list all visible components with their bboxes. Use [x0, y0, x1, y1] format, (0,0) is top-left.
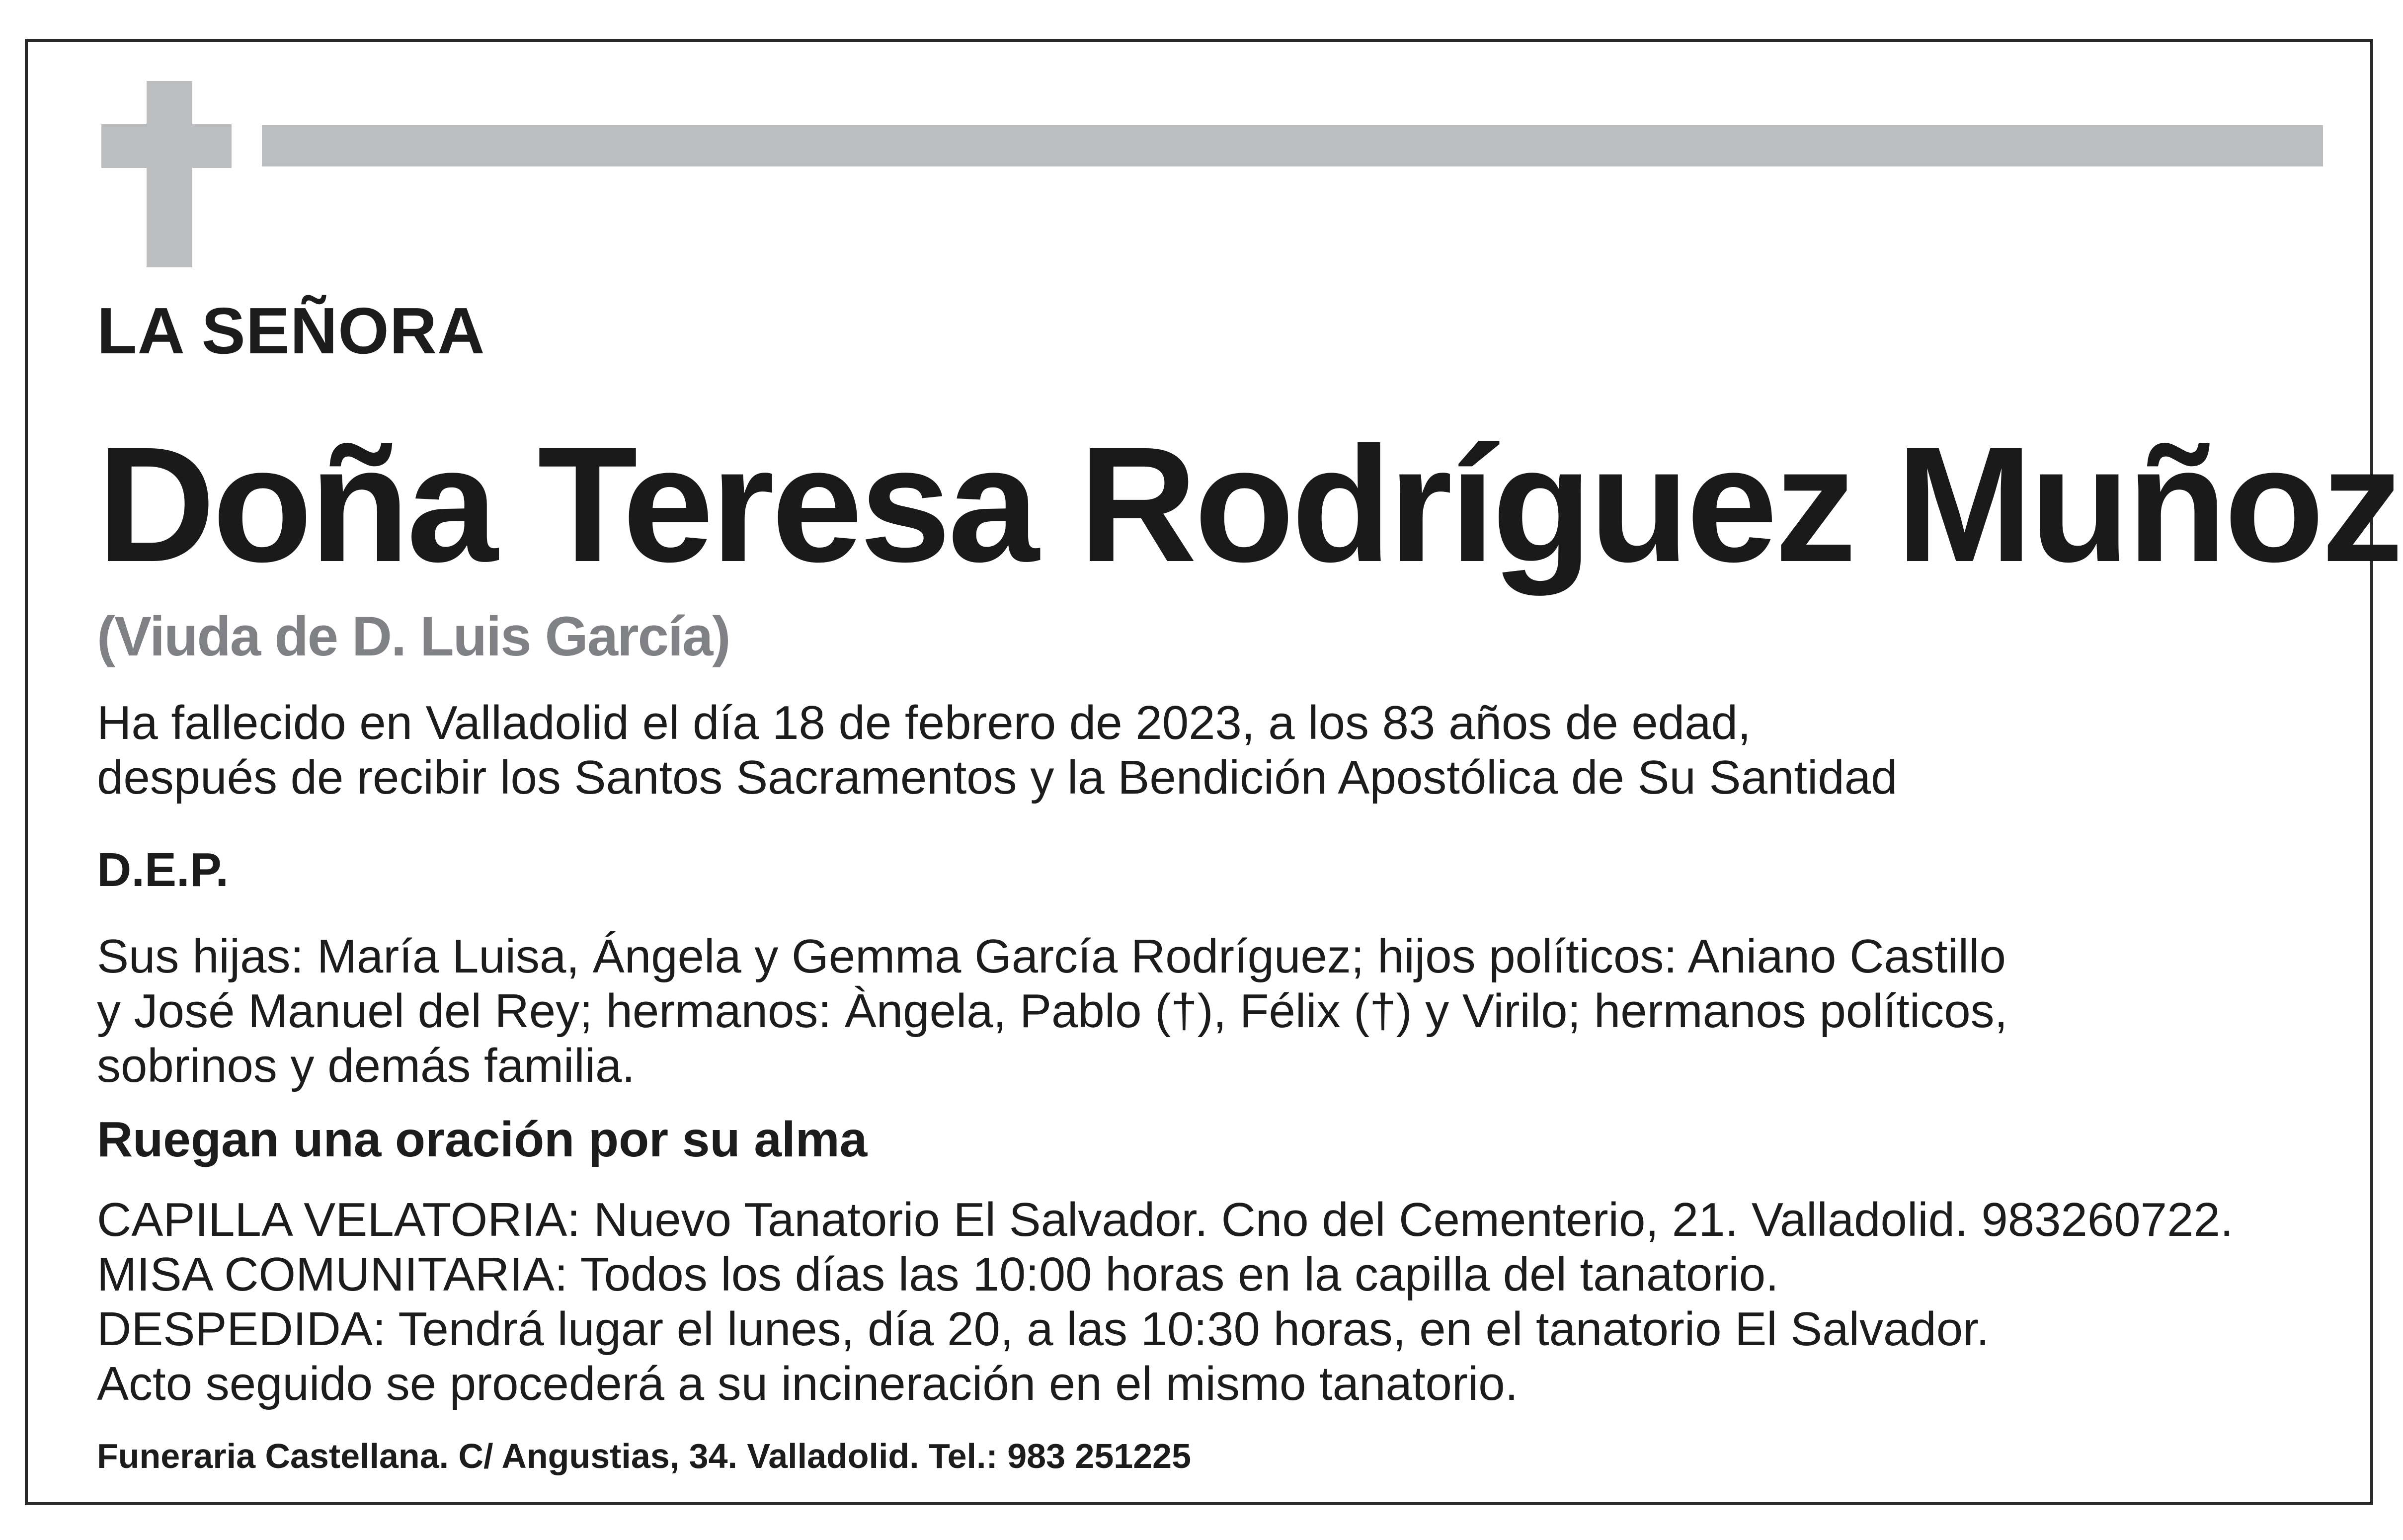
- death-announcement: [97, 696, 1898, 805]
- service-line: DESPEDIDA: Tendrá lugar el lunes, día 20, a las 10:30 horas, en el tanatorio El Salvador.: [97, 1302, 1990, 1356]
- service-details: [97, 1193, 2234, 1411]
- widow-of: (Viuda de D. Luis García): [97, 605, 730, 667]
- cross-icon-arm: [101, 124, 232, 168]
- service-line: Acto seguido se procederá a su incineración en el mismo tanatorio.: [97, 1357, 1519, 1410]
- honorific: LA SEÑORA: [97, 294, 485, 367]
- service-line: MISA COMUNITARIA: Todos los días las 10:00 horas en la capilla del tanatorio.: [97, 1248, 1779, 1301]
- cross-icon: [147, 81, 192, 267]
- header-bar: [262, 125, 2323, 166]
- family-list: [97, 929, 2007, 1093]
- family-line: sobrinos y demás familia.: [97, 1039, 636, 1092]
- death-line: después de recibir los Santos Sacramentos y la Bendición Apostólica de Su Santidad: [97, 751, 1898, 804]
- death-line: Ha fallecido en Valladolid el día 18 de febrero de 2023, a los 83 años de edad,: [97, 696, 1751, 749]
- family-line: Sus hijas: María Luisa, Ángela y Gemma García Rodríguez; hijos políticos: Aniano Castillo: [97, 930, 2006, 983]
- prayer-request: Ruegan una oración por su alma: [97, 1112, 868, 1167]
- deceased-name: Doña Teresa Rodríguez Muñoz: [97, 412, 2401, 596]
- rip-mark: D.E.P.: [97, 843, 229, 896]
- service-line: CAPILLA VELATORIA: Nuevo Tanatorio El Salvador. Cno del Cementerio, 21. Valladolid. 983260722.: [97, 1193, 2234, 1246]
- family-line: y José Manuel del Rey; hermanos: Àngela, Pablo (†), Félix (†) y Virilo; hermanos políticos,: [97, 984, 2008, 1038]
- funeral-home-footer: Funeraria Castellana. C/ Angustias, 34. Valladolid. Tel.: 983 251225: [97, 1437, 1192, 1475]
